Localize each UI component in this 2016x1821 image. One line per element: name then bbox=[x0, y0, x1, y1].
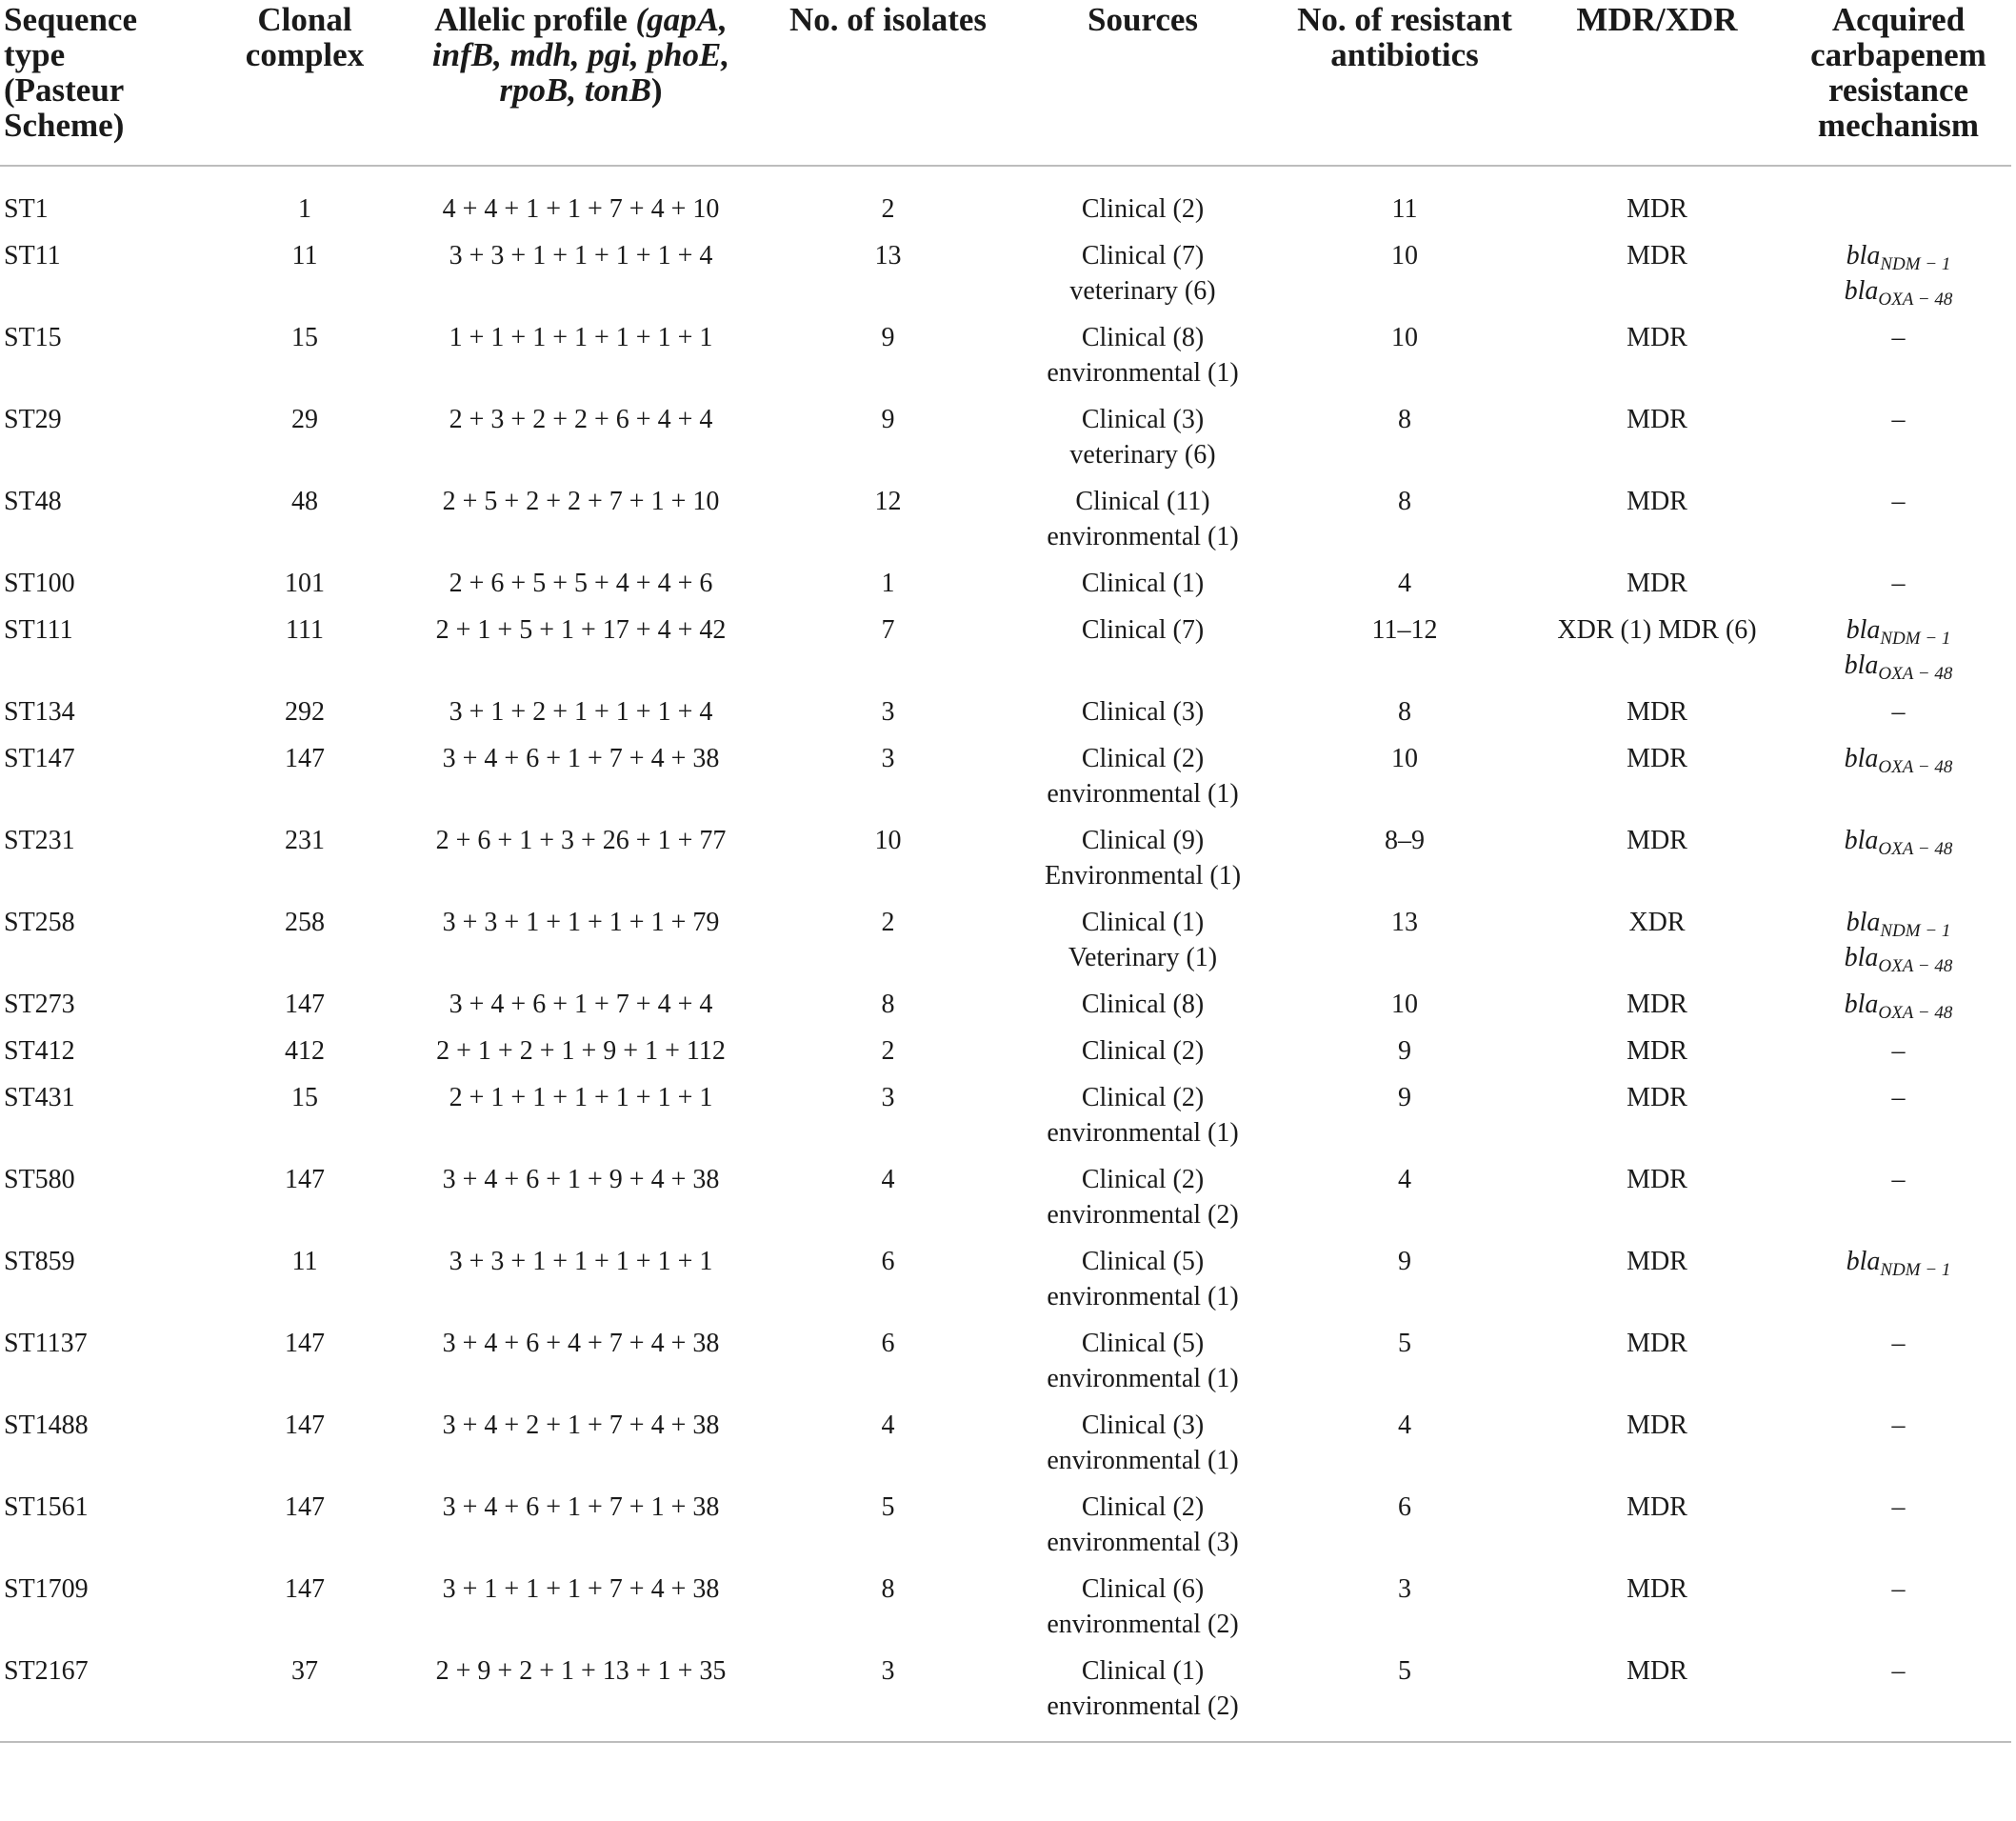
cell-mdr-xdr: MDR bbox=[1627, 405, 1687, 434]
source-entry: environmental (1) bbox=[1047, 358, 1239, 388]
cell-allelic-profile: 3 + 4 + 6 + 1 + 7 + 4 + 4 bbox=[449, 990, 713, 1019]
cell-no-of-isolates: 6 bbox=[881, 1247, 895, 1276]
cell-sequence-type: ST1709 bbox=[4, 1574, 89, 1604]
cell-no-of-resistant-antibiotics: 8–9 bbox=[1385, 826, 1425, 855]
cell-no-of-resistant-antibiotics: 10 bbox=[1391, 744, 1418, 773]
cell-carbapenem-mechanism bbox=[1786, 1314, 2011, 1396]
table-row bbox=[0, 227, 2011, 309]
cell-carbapenem-mechanism bbox=[1786, 166, 2011, 227]
cell-no-of-isolates: 2 bbox=[881, 194, 895, 224]
cell-allelic-profile: 2 + 3 + 2 + 2 + 6 + 4 + 4 bbox=[449, 405, 713, 434]
cell-carbapenem-mechanism bbox=[1786, 1232, 2011, 1314]
source-entry: Clinical (2) bbox=[1081, 1492, 1205, 1522]
cell-clonal-complex: 292 bbox=[285, 697, 325, 727]
source-entry: environmental (1) bbox=[1047, 1446, 1239, 1475]
cell-no-of-resistant-antibiotics: 9 bbox=[1398, 1036, 1411, 1066]
source-entry: Clinical (3) bbox=[1081, 1411, 1205, 1440]
cell-clonal-complex: 147 bbox=[285, 1574, 325, 1604]
source-entry: Clinical (1) bbox=[1081, 908, 1205, 937]
mechanism-none: – bbox=[1891, 1574, 1906, 1604]
cell-no-of-resistant-antibiotics: 5 bbox=[1281, 1642, 1528, 1742]
table-row bbox=[0, 1314, 2011, 1396]
cell-clonal-complex: 147 bbox=[285, 1492, 325, 1522]
source-entry: Clinical (2) bbox=[1081, 1165, 1205, 1194]
cell-no-of-resistant-antibiotics: 9 bbox=[1398, 1083, 1411, 1112]
cell-allelic-profile: 2 + 6 + 5 + 5 + 4 + 4 + 6 bbox=[449, 569, 713, 598]
cell-mdr-xdr: MDR bbox=[1627, 697, 1687, 727]
source-entry: Clinical (1) bbox=[1081, 569, 1205, 598]
mechanism-gene bbox=[1789, 987, 2007, 1022]
source-entry: environmental (1) bbox=[1047, 1364, 1239, 1393]
gene-base: bla bbox=[1844, 990, 1879, 1019]
cell-clonal-complex: 37 bbox=[219, 1642, 390, 1742]
cell-no-of-resistant-antibiotics: 13 bbox=[1391, 908, 1418, 937]
cell-carbapenem-mechanism bbox=[1786, 730, 2011, 811]
cell-clonal-complex: 258 bbox=[285, 908, 325, 937]
cell-no-of-isolates: 5 bbox=[881, 1492, 895, 1522]
cell-sources bbox=[1005, 390, 1281, 472]
cell-no-of-isolates: 3 bbox=[881, 697, 895, 727]
cell-sources bbox=[1005, 893, 1281, 975]
cell-sequence-type: ST48 bbox=[4, 487, 62, 516]
cell-carbapenem-mechanism bbox=[1786, 227, 2011, 309]
gene-base: bla bbox=[1844, 650, 1879, 680]
mechanism-gene bbox=[1789, 940, 2007, 975]
source-entry: environmental (1) bbox=[1047, 1282, 1239, 1311]
cell-sequence-type: ST1 bbox=[4, 194, 49, 224]
cell-clonal-complex: 147 bbox=[285, 1165, 325, 1194]
mechanism-none: – bbox=[1891, 569, 1906, 598]
cell-allelic-profile: 3 + 4 + 6 + 1 + 7 + 1 + 38 bbox=[442, 1492, 720, 1522]
cell-mdr-xdr: MDR bbox=[1627, 1574, 1687, 1604]
cell-sources bbox=[1005, 1232, 1281, 1314]
mechanism-none: – bbox=[1891, 1036, 1906, 1066]
cell-sequence-type: ST134 bbox=[4, 697, 75, 727]
cell-carbapenem-mechanism bbox=[1786, 1642, 2011, 1742]
cell-mdr-xdr: MDR bbox=[1627, 990, 1687, 1019]
gene-variant: OXA − 48 bbox=[1878, 664, 1953, 684]
table-row bbox=[0, 1022, 2011, 1069]
gene-variant: OXA − 48 bbox=[1878, 757, 1953, 777]
mechanism-gene bbox=[1789, 1244, 2007, 1279]
cell-no-of-isolates: 4 bbox=[881, 1165, 895, 1194]
mechanism-gene bbox=[1789, 741, 2007, 776]
cell-sequence-type: ST431 bbox=[4, 1083, 75, 1112]
cell-allelic-profile: 4 + 4 + 1 + 1 + 7 + 4 + 10 bbox=[442, 194, 720, 224]
table-header-row bbox=[0, 0, 2011, 166]
cell-no-of-isolates: 2 bbox=[881, 908, 895, 937]
source-entry: Clinical (5) bbox=[1081, 1247, 1205, 1276]
gene-base: bla bbox=[1846, 1247, 1881, 1276]
gene-variant: OXA − 48 bbox=[1878, 1003, 1953, 1023]
cell-allelic-profile: 3 + 3 + 1 + 1 + 1 + 1 + 1 bbox=[449, 1247, 713, 1276]
cell-mdr-xdr: XDR (1) MDR (6) bbox=[1557, 615, 1757, 645]
mechanism-gene bbox=[1789, 905, 2007, 940]
cell-sources bbox=[1005, 554, 1281, 601]
table-row bbox=[0, 1478, 2011, 1560]
gene-base: bla bbox=[1846, 908, 1881, 937]
cell-clonal-complex: 147 bbox=[285, 744, 325, 773]
cell-allelic-profile: 2 + 6 + 1 + 3 + 26 + 1 + 77 bbox=[435, 826, 727, 855]
gene-variant: OXA − 48 bbox=[1878, 956, 1953, 976]
cell-allelic-profile: 2 + 1 + 2 + 1 + 9 + 1 + 112 bbox=[436, 1036, 726, 1066]
cell-allelic-profile: 3 + 4 + 6 + 1 + 9 + 4 + 38 bbox=[442, 1165, 720, 1194]
cell-mdr-xdr: MDR bbox=[1627, 487, 1687, 516]
cell-sequence-type: ST258 bbox=[4, 908, 75, 937]
cell-no-of-isolates: 8 bbox=[881, 1574, 895, 1604]
cell-clonal-complex: 1 bbox=[298, 194, 311, 224]
cell-clonal-complex: 147 bbox=[285, 1411, 325, 1440]
table-row bbox=[0, 683, 2011, 730]
cell-mdr-xdr: MDR bbox=[1627, 569, 1687, 598]
gene-variant: OXA − 48 bbox=[1878, 290, 1953, 310]
table-row bbox=[0, 601, 2011, 683]
cell-sources bbox=[1005, 811, 1281, 893]
table-row bbox=[0, 1642, 2011, 1742]
cell-mdr-xdr: MDR bbox=[1627, 1492, 1687, 1522]
mechanism-none: – bbox=[1891, 405, 1906, 434]
cell-carbapenem-mechanism bbox=[1786, 1396, 2011, 1478]
cell-mdr-xdr: MDR bbox=[1627, 1036, 1687, 1066]
cell-clonal-complex: 147 bbox=[285, 990, 325, 1019]
mechanism-none: – bbox=[1891, 1083, 1906, 1112]
cell-sequence-type: ST273 bbox=[4, 990, 75, 1019]
source-entry: Clinical (9) bbox=[1081, 826, 1205, 855]
cell-no-of-isolates: 8 bbox=[881, 990, 895, 1019]
source-entry: Clinical (3) bbox=[1081, 697, 1205, 727]
cell-allelic-profile: 3 + 4 + 6 + 4 + 7 + 4 + 38 bbox=[442, 1329, 720, 1358]
header-clonal-complex: Clonal complex bbox=[219, 0, 390, 166]
gene-base: bla bbox=[1844, 826, 1879, 855]
cell-sources bbox=[1005, 1022, 1281, 1069]
cell-no-of-resistant-antibiotics: 3 bbox=[1398, 1574, 1411, 1604]
mechanism-gene bbox=[1789, 823, 2007, 858]
cell-sequence-type: ST859 bbox=[4, 1247, 75, 1276]
cell-clonal-complex: 11 bbox=[291, 1247, 318, 1276]
cell-carbapenem-mechanism bbox=[1786, 1022, 2011, 1069]
cell-no-of-isolates: 12 bbox=[874, 487, 902, 516]
cell-carbapenem-mechanism bbox=[1786, 1560, 2011, 1642]
source-entry: environmental (3) bbox=[1047, 1528, 1239, 1557]
source-entry: veterinary (6) bbox=[1069, 276, 1216, 306]
cell-no-of-resistant-antibiotics: 10 bbox=[1391, 323, 1418, 352]
source-entry: environmental (2) bbox=[1047, 1610, 1239, 1639]
mechanism-gene bbox=[1789, 612, 2007, 648]
cell-carbapenem-mechanism bbox=[1786, 309, 2011, 390]
cell-sources bbox=[1005, 309, 1281, 390]
cell-carbapenem-mechanism bbox=[1786, 1151, 2011, 1232]
cell-no-of-resistant-antibiotics: 8 bbox=[1398, 405, 1411, 434]
header-sources: Sources bbox=[1005, 0, 1281, 166]
source-entry: Clinical (6) bbox=[1081, 1574, 1205, 1604]
mechanism-gene bbox=[1789, 238, 2007, 273]
cell-carbapenem-mechanism bbox=[1786, 893, 2011, 975]
mechanism-none: – bbox=[1891, 1329, 1906, 1358]
cell-sources bbox=[1005, 730, 1281, 811]
cell-allelic-profile: 3 + 3 + 1 + 1 + 1 + 1 + 4 bbox=[449, 241, 713, 270]
cell-sequence-type: ST100 bbox=[4, 569, 75, 598]
source-entry: veterinary (6) bbox=[1069, 440, 1216, 470]
table-row bbox=[0, 1396, 2011, 1478]
cell-clonal-complex: 29 bbox=[291, 405, 318, 434]
header-sequence-type: Sequence type (Pasteur Scheme) bbox=[0, 0, 219, 166]
cell-no-of-resistant-antibiotics: 4 bbox=[1398, 1165, 1411, 1194]
mechanism-none: – bbox=[1891, 487, 1906, 516]
mechanism-none: – bbox=[1891, 1656, 1906, 1686]
cell-allelic-profile: 3 + 4 + 6 + 1 + 7 + 4 + 38 bbox=[442, 744, 720, 773]
cell-sequence-type: ST111 bbox=[4, 615, 73, 645]
cell-carbapenem-mechanism bbox=[1786, 601, 2011, 683]
table-row bbox=[0, 1560, 2011, 1642]
cell-clonal-complex: 147 bbox=[285, 1329, 325, 1358]
table-row bbox=[0, 309, 2011, 390]
mechanism-none: – bbox=[1891, 1165, 1906, 1194]
cell-sources bbox=[1005, 1151, 1281, 1232]
source-entry: Environmental (1) bbox=[1044, 861, 1242, 890]
source-entry: Clinical (8) bbox=[1081, 323, 1205, 352]
cell-no-of-isolates: 10 bbox=[874, 826, 902, 855]
table-row bbox=[0, 1232, 2011, 1314]
cell-carbapenem-mechanism bbox=[1786, 975, 2011, 1022]
cell-allelic-profile: 3 + 1 + 2 + 1 + 1 + 1 + 4 bbox=[449, 697, 713, 727]
cell-carbapenem-mechanism bbox=[1786, 554, 2011, 601]
cell-mdr-xdr: MDR bbox=[1627, 744, 1687, 773]
cell-sources bbox=[1005, 1642, 1281, 1742]
cell-sources bbox=[1005, 227, 1281, 309]
cell-clonal-complex: 101 bbox=[285, 569, 325, 598]
gene-base: bla bbox=[1846, 241, 1881, 270]
cell-mdr-xdr: MDR bbox=[1627, 1165, 1687, 1194]
source-entry: Clinical (7) bbox=[1081, 615, 1205, 645]
table-row bbox=[0, 390, 2011, 472]
cell-clonal-complex: 48 bbox=[291, 487, 318, 516]
gene-variant: NDM − 1 bbox=[1880, 254, 1951, 274]
cell-carbapenem-mechanism bbox=[1786, 390, 2011, 472]
cell-sequence-type: ST15 bbox=[4, 323, 62, 352]
cell-allelic-profile: 2 + 5 + 2 + 2 + 7 + 1 + 10 bbox=[442, 487, 720, 516]
cell-clonal-complex: 15 bbox=[291, 323, 318, 352]
cell-allelic-profile: 3 + 3 + 1 + 1 + 1 + 1 + 79 bbox=[442, 908, 720, 937]
cell-mdr-xdr: MDR bbox=[1627, 1247, 1687, 1276]
cell-sources bbox=[1005, 601, 1281, 683]
cell-carbapenem-mechanism bbox=[1786, 1069, 2011, 1151]
cell-no-of-isolates: 13 bbox=[874, 241, 902, 270]
cell-clonal-complex: 231 bbox=[285, 826, 325, 855]
cell-no-of-isolates: 3 bbox=[881, 1083, 895, 1112]
header-carbapenem-mechanism: Acquired carbapenem resistance mechanism bbox=[1786, 0, 2011, 166]
source-entry: environmental (2) bbox=[1047, 1200, 1239, 1230]
gene-base: bla bbox=[1844, 744, 1879, 773]
cell-sequence-type: ST2167 bbox=[0, 1642, 219, 1742]
mechanism-none: – bbox=[1891, 323, 1906, 352]
cell-allelic-profile: 3 + 1 + 1 + 1 + 7 + 4 + 38 bbox=[442, 1574, 720, 1604]
cell-clonal-complex: 412 bbox=[285, 1036, 325, 1066]
source-entry: Clinical (5) bbox=[1081, 1329, 1205, 1358]
cell-clonal-complex: 111 bbox=[286, 615, 324, 645]
cell-no-of-isolates: 9 bbox=[881, 405, 895, 434]
cell-mdr-xdr: XDR bbox=[1628, 908, 1686, 937]
cell-mdr-xdr: MDR bbox=[1627, 1083, 1687, 1112]
mechanism-gene bbox=[1789, 648, 2007, 683]
cell-no-of-resistant-antibiotics: 11–12 bbox=[1371, 615, 1438, 645]
source-entry: environmental (1) bbox=[1047, 522, 1239, 551]
source-entry: Clinical (1) bbox=[1081, 1656, 1205, 1686]
cell-carbapenem-mechanism bbox=[1786, 1478, 2011, 1560]
table-row bbox=[0, 472, 2011, 554]
cell-mdr-xdr: MDR bbox=[1627, 1329, 1687, 1358]
table-body bbox=[0, 166, 2011, 1742]
gene-variant: OXA − 48 bbox=[1878, 839, 1953, 859]
cell-allelic-profile: 3 + 4 + 2 + 1 + 7 + 4 + 38 bbox=[442, 1411, 720, 1440]
source-entry: Clinical (2) bbox=[1081, 1036, 1205, 1066]
source-entry: Clinical (2) bbox=[1081, 1083, 1205, 1112]
cell-sequence-type: ST412 bbox=[4, 1036, 75, 1066]
source-entry: Clinical (3) bbox=[1081, 405, 1205, 434]
cell-sequence-type: ST580 bbox=[4, 1165, 75, 1194]
table-row bbox=[0, 1151, 2011, 1232]
mechanism-gene bbox=[1789, 273, 2007, 309]
cell-no-of-isolates: 6 bbox=[881, 1329, 895, 1358]
cell-sequence-type: ST1488 bbox=[4, 1411, 89, 1440]
cell-sources bbox=[1005, 1560, 1281, 1642]
cell-no-of-resistant-antibiotics: 8 bbox=[1398, 487, 1411, 516]
source-entry: Clinical (11) bbox=[1075, 487, 1210, 516]
cell-no-of-isolates: 3 bbox=[881, 744, 895, 773]
cell-no-of-resistant-antibiotics: 10 bbox=[1391, 990, 1418, 1019]
cell-sources bbox=[1005, 1396, 1281, 1478]
cell-sequence-type: ST1137 bbox=[4, 1329, 88, 1358]
source-entry: environmental (1) bbox=[1047, 779, 1239, 809]
source-entry: Clinical (2) bbox=[1081, 194, 1205, 224]
cell-sources bbox=[1005, 975, 1281, 1022]
source-entry: Veterinary (1) bbox=[1068, 943, 1218, 972]
cell-sources bbox=[1005, 166, 1281, 227]
cell-no-of-resistant-antibiotics: 8 bbox=[1398, 697, 1411, 727]
cell-sequence-type: ST11 bbox=[4, 241, 61, 270]
cell-sources bbox=[1005, 1314, 1281, 1396]
cell-sequence-type: ST147 bbox=[4, 744, 75, 773]
table-row bbox=[0, 975, 2011, 1022]
cell-no-of-resistant-antibiotics: 5 bbox=[1398, 1329, 1411, 1358]
table-row bbox=[0, 554, 2011, 601]
mechanism-none: – bbox=[1891, 1411, 1906, 1440]
cell-no-of-isolates: 1 bbox=[881, 569, 895, 598]
cell-no-of-resistant-antibiotics: 4 bbox=[1398, 1411, 1411, 1440]
header-no-of-isolates: No. of isolates bbox=[771, 0, 1005, 166]
gene-variant: NDM − 1 bbox=[1880, 921, 1951, 941]
cell-no-of-resistant-antibiotics: 10 bbox=[1391, 241, 1418, 270]
cell-carbapenem-mechanism bbox=[1786, 811, 2011, 893]
cell-no-of-isolates: 4 bbox=[881, 1411, 895, 1440]
table-row bbox=[0, 811, 2011, 893]
source-entry: environmental (1) bbox=[1047, 1118, 1239, 1148]
cell-no-of-isolates: 2 bbox=[881, 1036, 895, 1066]
cell-no-of-resistant-antibiotics: 11 bbox=[1391, 194, 1418, 224]
cell-sequence-type: ST29 bbox=[4, 405, 62, 434]
table-row bbox=[0, 893, 2011, 975]
cell-sources bbox=[1005, 472, 1281, 554]
header-no-of-resistant-antibiotics: No. of resistant antibiotics bbox=[1281, 0, 1528, 166]
cell-sequence-type: ST231 bbox=[4, 826, 75, 855]
gene-base: bla bbox=[1844, 276, 1879, 306]
cell-allelic-profile: 2 + 1 + 1 + 1 + 1 + 1 + 1 bbox=[449, 1083, 713, 1112]
mechanism-none: – bbox=[1891, 697, 1906, 727]
cell-sources bbox=[1005, 683, 1281, 730]
cell-allelic-profile: 1 + 1 + 1 + 1 + 1 + 1 + 1 bbox=[449, 323, 713, 352]
source-entry: Clinical (2) bbox=[1081, 744, 1205, 773]
cell-mdr-xdr: MDR bbox=[1627, 1411, 1687, 1440]
cell-sequence-type: ST1561 bbox=[4, 1492, 89, 1522]
source-entry: Clinical (8) bbox=[1081, 990, 1205, 1019]
cell-allelic-profile: 2 + 9 + 2 + 1 + 13 + 1 + 35 bbox=[390, 1642, 771, 1742]
header-mdr-xdr: MDR/XDR bbox=[1528, 0, 1786, 166]
cell-clonal-complex: 15 bbox=[291, 1083, 318, 1112]
cell-carbapenem-mechanism bbox=[1786, 683, 2011, 730]
cell-mdr-xdr: MDR bbox=[1627, 323, 1687, 352]
mechanism-none: – bbox=[1891, 1492, 1906, 1522]
cell-mdr-xdr: MDR bbox=[1627, 194, 1687, 224]
table-row bbox=[0, 730, 2011, 811]
cell-no-of-resistant-antibiotics: 9 bbox=[1398, 1247, 1411, 1276]
cell-carbapenem-mechanism bbox=[1786, 472, 2011, 554]
cell-clonal-complex: 11 bbox=[291, 241, 318, 270]
cell-allelic-profile: 2 + 1 + 5 + 1 + 17 + 4 + 42 bbox=[435, 615, 727, 645]
table-row bbox=[0, 1069, 2011, 1151]
source-entry: Clinical (7) bbox=[1081, 241, 1205, 270]
cell-mdr-xdr: MDR bbox=[1528, 1642, 1786, 1742]
cell-no-of-isolates: 7 bbox=[881, 615, 895, 645]
gene-base: bla bbox=[1846, 615, 1881, 645]
cell-no-of-isolates: 9 bbox=[881, 323, 895, 352]
gene-base: bla bbox=[1844, 943, 1879, 972]
cell-mdr-xdr: MDR bbox=[1627, 241, 1687, 270]
cell-sources bbox=[1005, 1478, 1281, 1560]
cell-no-of-isolates: 3 bbox=[771, 1642, 1005, 1742]
cell-sources bbox=[1005, 1069, 1281, 1151]
gene-variant: NDM − 1 bbox=[1880, 1260, 1951, 1280]
gene-variant: NDM − 1 bbox=[1880, 629, 1951, 649]
source-entry: environmental (2) bbox=[1047, 1691, 1239, 1721]
table-row bbox=[0, 166, 2011, 227]
cell-no-of-resistant-antibiotics: 4 bbox=[1398, 569, 1411, 598]
cell-mdr-xdr: MDR bbox=[1627, 826, 1687, 855]
cell-no-of-resistant-antibiotics: 6 bbox=[1398, 1492, 1411, 1522]
header-allelic-profile: Allelic profile (gapA, infB, mdh, pgi, phoE, rpoB, tonB) bbox=[390, 0, 771, 166]
